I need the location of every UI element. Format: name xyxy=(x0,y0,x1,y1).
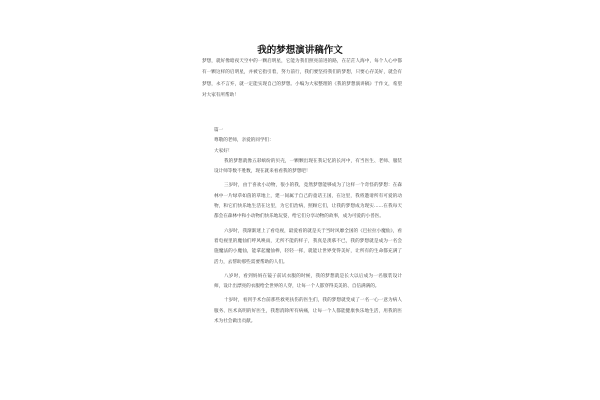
body-paragraph: 六岁时，我渐渐迷上了看电视，最爱看的就是关于当时风靡全国的《巴拉拉小魔仙》，看着电视里的魔仙们呼风唤雨，无所不能的样子，我真是羡慕不已，我的梦想就是成为一名会施魔法的小魔仙，能拿起魔仙棒，轻轻一挥，就能让世界变得美好，让所有的生命都充满了活力，去帮助那些需要帮助的人们。 xyxy=(214,228,402,265)
intro-paragraph: 梦想，就好像暗夜天空中的一颗启明星，它能为我们照亮前进的路，在茫茫人海中，每个人心中都有一颗这样的启明星，并被它指引着，努力前行，我们要坚持我们的梦想，只要心存美好，就会有梦想，永不言弃，就一定能实现自己的梦想。小编为大家整理的《我的梦想演讲稿》于作文，希望对大家有所帮助！ xyxy=(202,59,402,98)
body-paragraph: 我的梦想就像五彩缤纷的贝壳，一颗颗出现在我记忆的长河中，有当医生、老师、服装设计师等数不胜数，现在就来看看我的梦想吧！ xyxy=(214,158,402,175)
body-paragraph: 十岁时，看到手术台前那些救死扶伤的医生们，我的梦想就变成了一名一心一意为病人服务、医术高明的好医生，我想消除所有病痛，让每一个人都能健康快乐地生活，用我的医术为社会做出贡献。 xyxy=(214,298,402,325)
greeting-line: 尊敬的老师，亲爱的同学们： xyxy=(214,138,274,144)
section-label: 篇一 xyxy=(214,128,224,133)
essay-body xyxy=(214,126,402,331)
body-paragraph: 八岁时，看到妈妈在镜子前试衣服的时候，我的梦想就是长大以后成为一名服装设计师，设计出漂亮的衣服给全世界的人穿，让每一个人都穿得美美的、自信满满的。 xyxy=(214,273,402,290)
page-title: 我的梦想演讲稿作文 xyxy=(257,45,343,56)
body-paragraph: 三岁时，由于喜欢小动物，很小的我，竟然梦想能够成为了这样一个奇怪的梦想：在森林中一片绿草如茵的草地上，建一间属于自己的童话王国，在这里，我将邀请所有可爱的动物，和它们快乐地生活在这里，为它们治病，照顾它们，让我的梦想成为现实……在我每天都会在森林中和小动物们快乐地玩耍，给它们分享动物的故事，成为可爱的小兽医。 xyxy=(214,183,402,220)
greeting-line: 大家好！ xyxy=(214,148,233,154)
